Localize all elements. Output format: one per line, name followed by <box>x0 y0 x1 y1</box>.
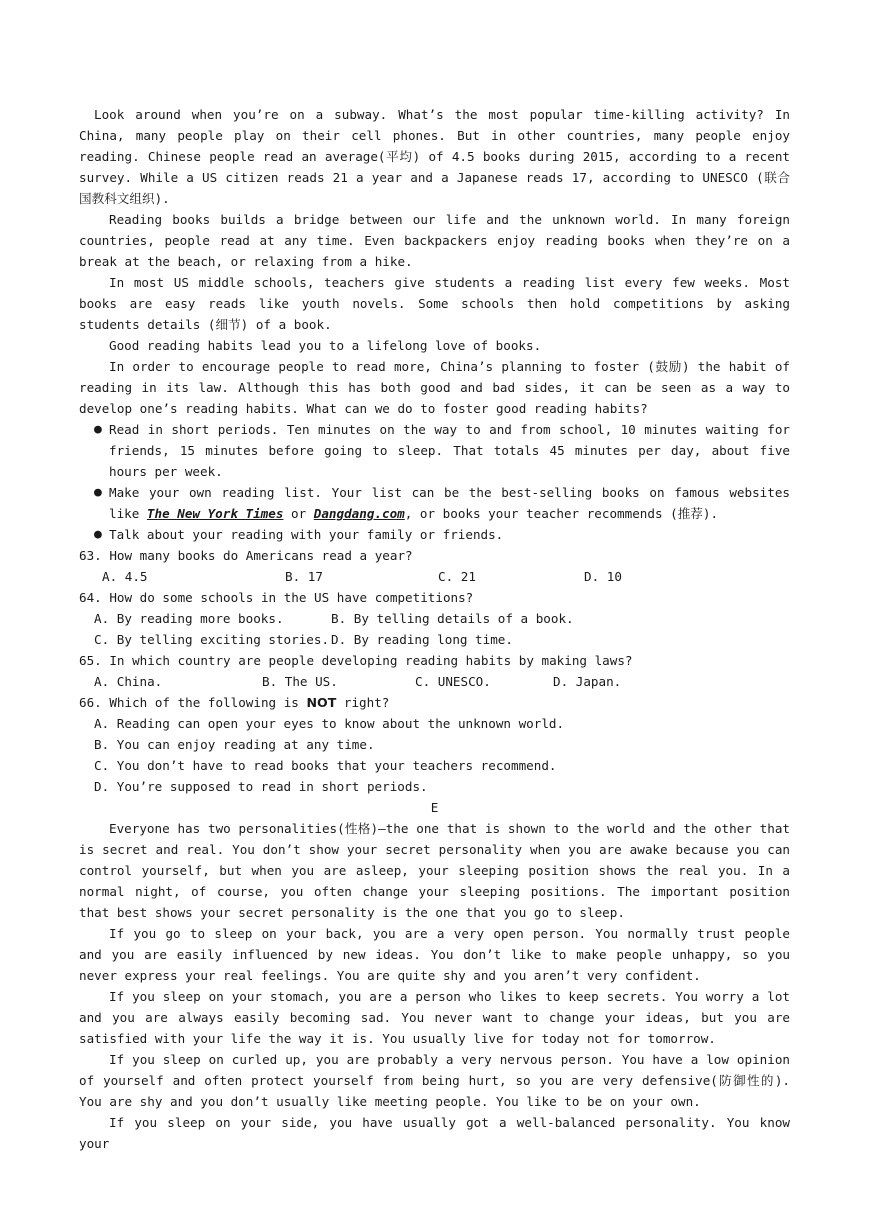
bullet-item <box>79 482 790 524</box>
paragraph: Reading books builds a bridge between our life and the unknown world. In many foreign countries, people read at any time. Even backpackers enjoy reading books when they’re on a break at the beach, or relaxing from a hike. <box>79 212 790 269</box>
website-name: Dangdang.com <box>313 506 405 521</box>
bullet-dot-icon: ● <box>94 527 102 542</box>
bullet-dot-icon: ● <box>94 422 102 437</box>
paragraph: If you sleep on your side, you have usually got a well-balanced personality. You know your <box>79 1115 790 1151</box>
stem-emphasis: NOT <box>306 695 337 710</box>
bullet-text: or <box>283 506 314 521</box>
option-d[interactable]: D. By reading long time. <box>331 632 513 647</box>
option-c[interactable]: C. 21 <box>438 569 476 584</box>
option-d[interactable]: D. Japan. <box>553 674 622 689</box>
question-stem: 65. In which country are people developing reading habits by making laws? <box>79 653 633 668</box>
question-66 <box>79 692 790 797</box>
question-stem: 63. How many books do Americans read a year? <box>79 548 413 563</box>
option-a[interactable]: A. China. <box>94 674 163 689</box>
bullet-text: Talk about your reading with your family or friends. <box>109 527 504 542</box>
passage-e <box>79 797 790 1154</box>
bullet-text: Make your own reading list. Your list can be the best-selling books on famous websites like <box>109 485 790 521</box>
option-b[interactable]: B. 17 <box>285 569 323 584</box>
paragraph: In order to encourage people to read more, China’s planning to foster (鼓励) the habit of reading in its law. Although this has both good and bad sides, it can be seen as a way to develop one’s reading habits. What can we do to foster good reading habits? <box>79 359 790 416</box>
section-heading: E <box>430 800 439 815</box>
option-d[interactable]: D. 10 <box>584 569 622 584</box>
bullet-text: , or books your teacher recommends (推荐). <box>404 506 719 521</box>
option-b[interactable]: B. You can enjoy reading at any time. <box>94 737 375 752</box>
question-stem: 64. How do some schools in the US have competitions? <box>79 590 474 605</box>
option-a[interactable]: A. By reading more books. <box>94 611 284 626</box>
stem-text: right? <box>336 695 390 710</box>
options-row <box>79 566 790 587</box>
bullet-item <box>79 524 790 545</box>
option-a[interactable]: A. 4.5 <box>102 569 148 584</box>
passage-d <box>79 104 790 545</box>
question-stem <box>79 692 790 713</box>
option-b[interactable]: B. The US. <box>262 674 338 689</box>
option-d[interactable]: D. You’re supposed to read in short periods. <box>94 779 428 794</box>
options-row <box>79 608 790 629</box>
question-63 <box>79 545 790 587</box>
bullet-text: Read in short periods. Ten minutes on the way to and from school, 10 minutes waiting for friends, 15 minutes before going to sleep. That totals 45 minutes per day, about five hours per week. <box>109 422 790 479</box>
paragraph: In most US middle schools, teachers give students a reading list every few weeks. Most books are easy reads like youth novels. Some schools then hold competitions by asking students details (细节) of a book. <box>79 275 790 332</box>
paragraph: If you go to sleep on your back, you are a very open person. You normally trust people and you are easily influenced by new ideas. You don’t like to make people unhappy, so you never express your real feelings. You are quite shy and you aren’t very confident. <box>79 926 790 983</box>
bullet-item <box>79 419 790 482</box>
options-row <box>79 629 790 650</box>
paragraph: Good reading habits lead you to a lifelong love of books. <box>109 338 542 353</box>
option-c[interactable]: C. You don’t have to read books that your teachers recommend. <box>94 758 557 773</box>
question-65 <box>79 650 790 692</box>
exam-page <box>79 104 790 1154</box>
option-c[interactable]: C. UNESCO. <box>415 674 491 689</box>
paragraph: If you sleep on curled up, you are probably a very nervous person. You have a low opinion of yourself and often protect yourself from being hurt, so you are very defensive(防御性的). You are shy and you don’t usually like meeting people. You like to be on your own. <box>79 1052 790 1109</box>
paragraph: Look around when you’re on a subway. What’s the most popular time-killing activity? In China, many people play on their cell phones. But in other countries, many people enjoy reading. Chinese people read an average(平均) of 4.5 books during 2015, according to a recent survey. While a US citizen reads 21 a year and a Japanese reads 17, according to UNESCO (联合国教科文组织). <box>79 107 790 206</box>
question-64 <box>79 587 790 650</box>
option-b[interactable]: B. By telling details of a book. <box>331 611 574 626</box>
stem-text: 66. Which of the following is <box>79 695 307 710</box>
options-row <box>79 671 790 692</box>
bullet-dot-icon: ● <box>94 485 102 500</box>
paragraph: Everyone has two personalities(性格)—the one that is shown to the world and the other that is secret and real. You don’t show your secret personality when you are awake because you can control yourself, but when you are asleep, your sleeping position shows the real you. In a normal night, of course, you often change your sleeping positions. The important position that best shows your secret personality is the one that you go to sleep. <box>79 821 790 920</box>
paragraph: If you sleep on your stomach, you are a person who likes to keep secrets. You worry a lot and you are always easily becoming sad. You never want to change your ideas, but you are satisfied with your life the way it is. You usually live for today not for tomorrow. <box>79 989 790 1046</box>
option-a[interactable]: A. Reading can open your eyes to know about the unknown world. <box>94 716 565 731</box>
option-c[interactable]: C. By telling exciting stories. <box>94 632 330 647</box>
website-name: The New York Times <box>146 506 284 521</box>
